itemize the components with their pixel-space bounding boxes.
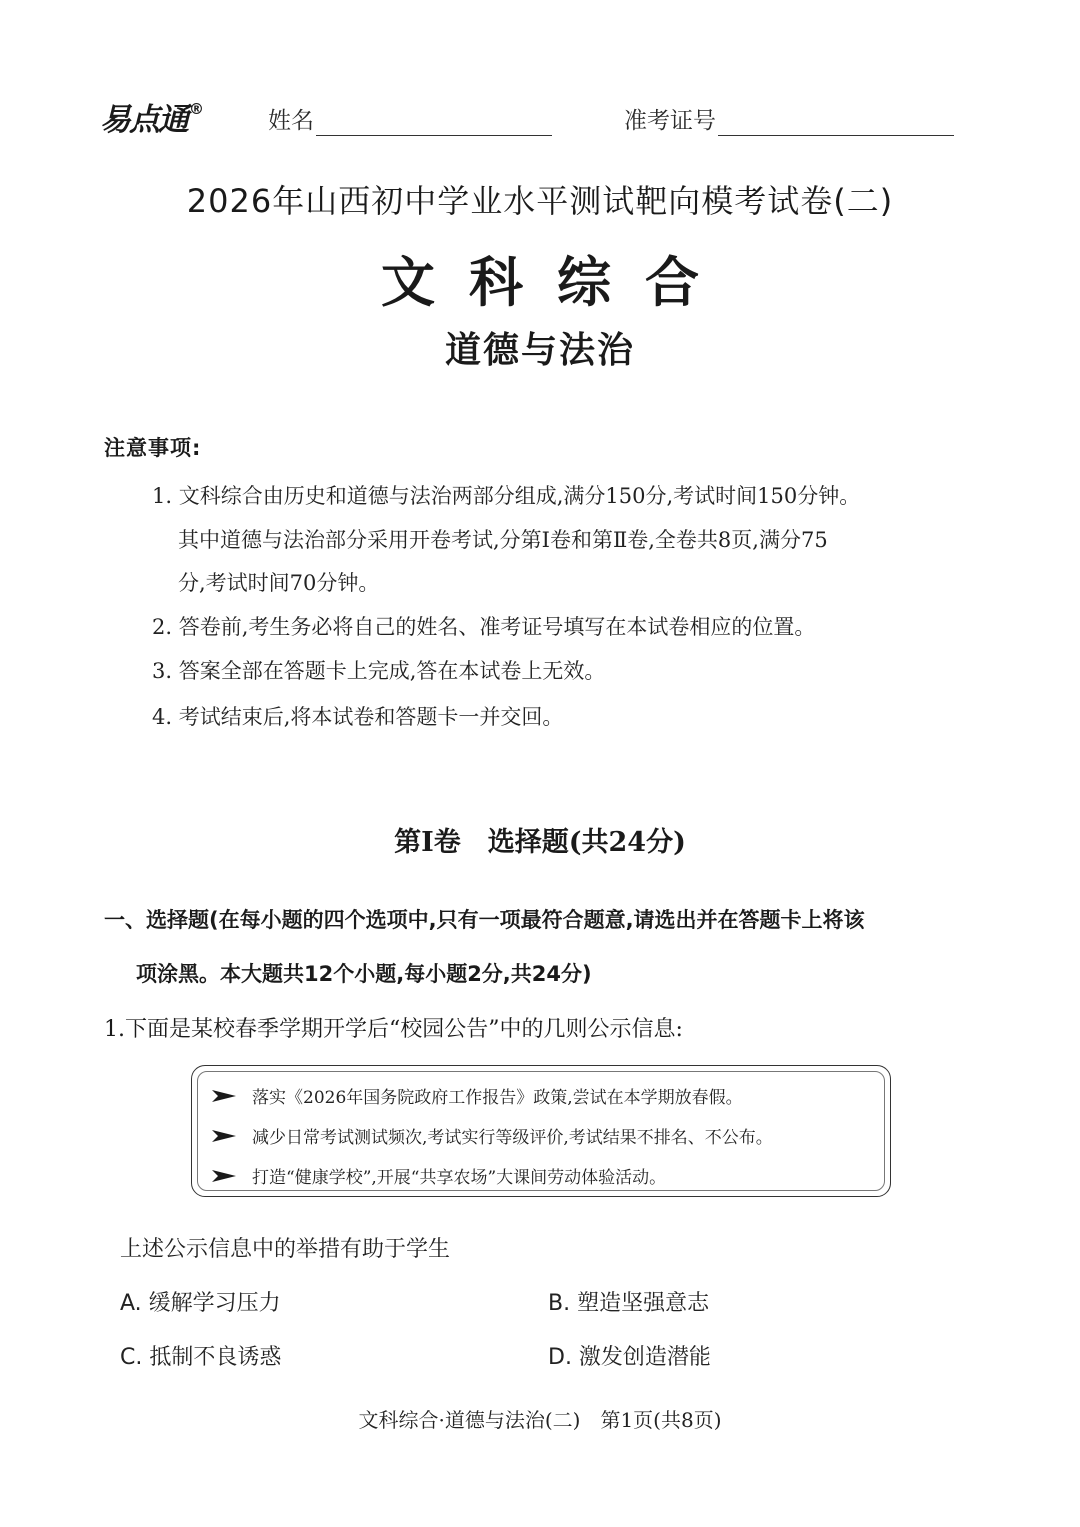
option-a[interactable]: A. 缓解学习压力 <box>120 1291 281 1316</box>
subject-title: 文科综合 <box>381 251 733 314</box>
notice-item-3: 3. 答案全部在答题卡上完成,答在本试卷上无效。 <box>152 659 606 683</box>
option-b[interactable]: B. 塑造坚强意志 <box>548 1291 710 1316</box>
question-1-stem: 1.下面是某校春季学期开学后“校园公告”中的几则公示信息: <box>104 1017 683 1042</box>
exam-id-label: 准考证号 <box>624 108 716 134</box>
board-item <box>210 1083 743 1108</box>
board-item <box>210 1123 773 1148</box>
notice-item-1-cont: 分,考试时间70分钟。 <box>178 571 380 595</box>
name-blank-line[interactable] <box>316 109 552 136</box>
exam-title: 2026年山西初中学业水平测试靶向模考试卷(二) <box>186 182 894 220</box>
arrow-bullet-icon <box>210 1088 238 1104</box>
notice-item-1: 1. 文科综合由历史和道德与法治两部分组成,满分150分,考试时间150分钟。 <box>152 484 861 508</box>
arrow-bullet-icon <box>210 1128 238 1144</box>
board-item-text: 减少日常考试测试频次,考试实行等级评价,考试结果不排名、不公布。 <box>252 1128 773 1148</box>
option-d[interactable]: D. 激发创造潜能 <box>548 1345 711 1370</box>
page-footer: 文科综合·道德与法治(二) 第1页(共8页) <box>358 1408 722 1432</box>
arrow-bullet-icon <box>210 1168 238 1184</box>
exam-id-blank-line[interactable] <box>718 109 954 136</box>
option-c[interactable]: C. 抵制不良诱惑 <box>120 1345 282 1370</box>
question-1-prompt: 上述公示信息中的举措有助于学生 <box>120 1237 451 1262</box>
exam-id-field[interactable] <box>624 106 954 136</box>
name-label: 姓名 <box>268 108 314 134</box>
board-item-text: 打造“健康学校”,开展“共享农场”大课间劳动体验活动。 <box>252 1168 667 1188</box>
board-item <box>210 1163 666 1188</box>
notice-heading: 注意事项: <box>104 436 202 460</box>
registered-mark: ® <box>189 100 204 118</box>
brand-logo-text: 易点通 <box>100 102 187 138</box>
brand-logo <box>100 100 204 140</box>
notice-board-box <box>191 1065 891 1197</box>
notice-item-1-cont: 其中道德与法治部分采用开卷考试,分第Ⅰ卷和第Ⅱ卷,全卷共8页,满分75 <box>178 528 828 552</box>
section-instruction-cont: 项涂黑。本大题共12个小题,每小题2分,共24分) <box>136 962 592 986</box>
sub-subject-title: 道德与法治 <box>444 330 635 371</box>
notice-item-2: 2. 答卷前,考生务必将自己的姓名、准考证号填写在本试卷相应的位置。 <box>152 615 816 639</box>
notice-item-4: 4. 考试结束后,将本试卷和答题卡一并交回。 <box>152 705 564 729</box>
section-instruction: 一、选择题(在每小题的四个选项中,只有一项最符合题意,请选出并在答题卡上将该 <box>104 908 865 932</box>
board-item-text: 落实《2026年国务院政府工作报告》政策,尝试在本学期放春假。 <box>252 1088 743 1108</box>
name-field[interactable] <box>268 106 552 136</box>
section-title: 第Ⅰ卷 选择题(共24分) <box>394 827 686 858</box>
